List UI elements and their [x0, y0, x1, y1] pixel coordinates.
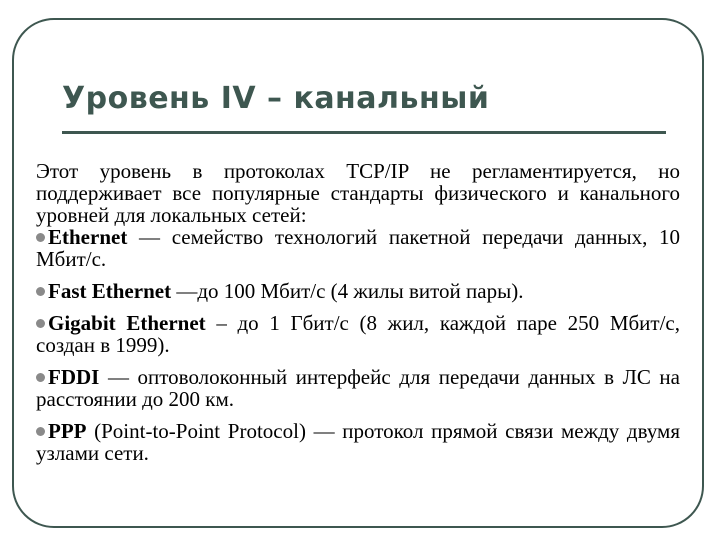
item-term: FDDI	[48, 365, 100, 389]
bullet-dot-icon	[36, 427, 45, 436]
item-term: Ethernet	[48, 225, 128, 249]
item-text: (Point-to-Point Protocol) — протокол прямой связи между двумя узлами сети.	[36, 419, 680, 465]
bullet-dot-icon	[36, 373, 45, 382]
intro-paragraph: Этот уровень в протоколах TCP/IP не регламентируется, но поддерживает все популярные стандарты физического и канального уровней для локальных сетей:	[36, 159, 680, 227]
slide-body	[36, 160, 680, 464]
title-underline	[62, 131, 666, 134]
bullet-dot-icon	[36, 287, 45, 296]
list-item-ppp	[36, 420, 680, 464]
item-text: — семейство технологий пакетной передачи данных, 10 Мбит/с.	[36, 225, 680, 271]
bullet-dot-icon	[36, 233, 45, 242]
list-item-gigabit-ethernet	[36, 312, 680, 356]
slide-title: Уровень IV – канальный	[62, 81, 490, 116]
item-text: —до 100 Мбит/с (4 жилы витой пары).	[171, 279, 524, 303]
list-item-fddi	[36, 366, 680, 410]
bullet-dot-icon	[36, 319, 45, 328]
list-item-fast-ethernet	[36, 280, 680, 302]
item-term: Gigabit Ethernet	[48, 311, 206, 335]
item-text: – до 1 Гбит/с (8 жил, каждой паре 250 Мбит/с, создан в 1999).	[36, 311, 680, 357]
item-text: — оптоволоконный интерфейс для передачи данных в ЛС на расстоянии до 200 км.	[36, 365, 680, 411]
item-term: Fast Ethernet	[48, 279, 172, 303]
item-term: PPP	[48, 419, 87, 443]
list-item-ethernet	[36, 226, 680, 270]
